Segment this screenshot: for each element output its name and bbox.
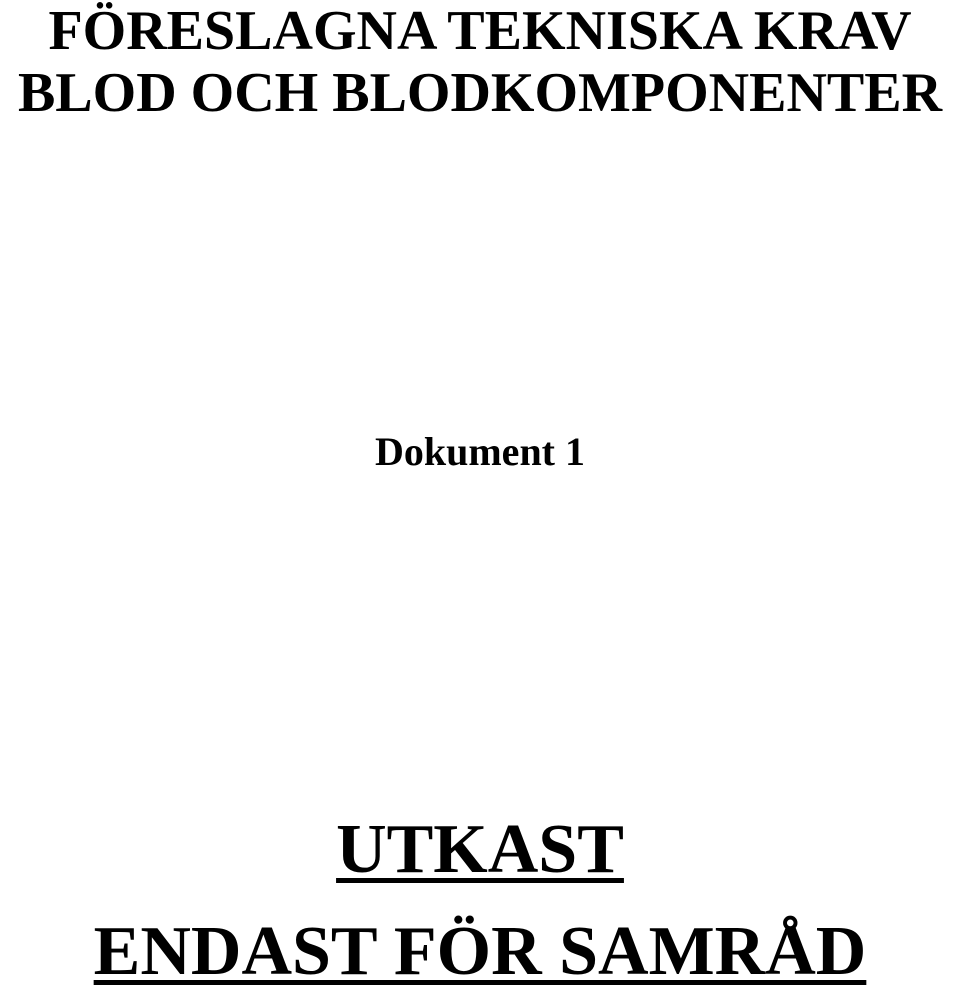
consultation-label-text: ENDAST FÖR SAMRÅD [93, 913, 867, 990]
title-line-2: BLOD OCH BLODKOMPONENTER [17, 62, 943, 124]
draft-label-text: UTKAST [336, 811, 624, 888]
title-line-1: FÖRESLAGNA TEKNISKA KRAV [48, 0, 912, 62]
draft-label [0, 810, 960, 890]
consultation-label [0, 913, 960, 990]
document-number: Dokument 1 [374, 429, 586, 474]
document-title [0, 0, 960, 124]
